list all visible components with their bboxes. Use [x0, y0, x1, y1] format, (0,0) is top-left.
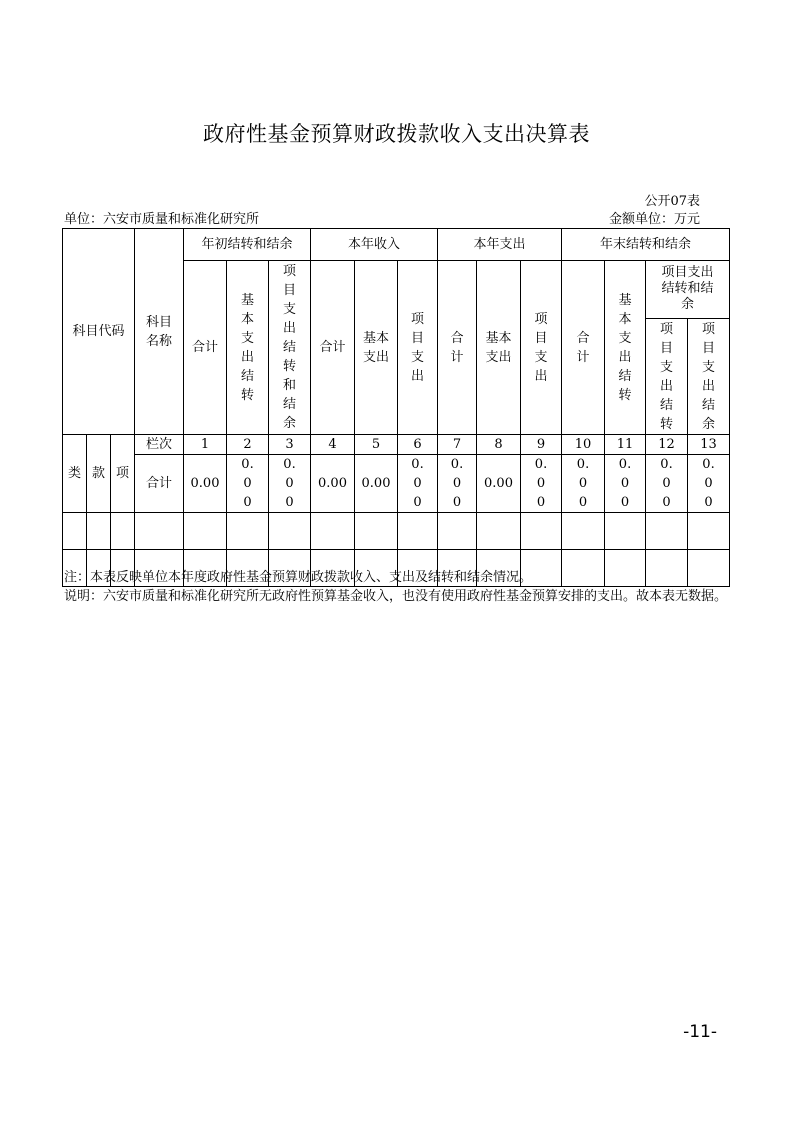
group-income-header: 本年收入: [311, 229, 438, 261]
total-value: 0.00: [227, 455, 269, 513]
column-index: 8: [477, 435, 521, 455]
begin-project-header: 项目支出结转和结余: [269, 261, 311, 435]
income-basic-header: 基本支出: [355, 261, 398, 435]
table-note: 注：本表反映单位本年度政府性基金预算财政拨款收入、支出及结转和结余情况。: [64, 570, 533, 585]
total-value: 0.00: [269, 455, 311, 513]
column-index: 6: [398, 435, 438, 455]
end-project-carry-header: 项目支出结转: [646, 319, 688, 435]
total-value: 0.00: [605, 455, 646, 513]
column-index: 1: [184, 435, 227, 455]
column-index: 4: [311, 435, 355, 455]
group-end-header: 年末结转和结余: [562, 229, 730, 261]
total-value: 0.00: [477, 455, 521, 513]
total-value: 0.00: [311, 455, 355, 513]
subject-code-header: 科目代码: [63, 229, 135, 435]
column-index: 2: [227, 435, 269, 455]
expense-total-header: 合计: [438, 261, 477, 435]
total-value: 0.00: [688, 455, 730, 513]
expense-basic-header: 基本支出: [477, 261, 521, 435]
total-value: 0.00: [438, 455, 477, 513]
end-total-header: 合计: [562, 261, 605, 435]
class-header: 类: [63, 435, 87, 513]
total-value: 0.00: [355, 455, 398, 513]
item-header: 项: [111, 435, 135, 513]
column-index: 7: [438, 435, 477, 455]
column-index-row: [63, 435, 730, 455]
section-header: 款: [87, 435, 111, 513]
fund-table: [62, 228, 730, 587]
column-index: 9: [521, 435, 562, 455]
column-index: 10: [562, 435, 605, 455]
form-number: 公开07表: [644, 194, 700, 209]
reporting-unit: 单位：六安市质量和标准化研究所: [64, 212, 260, 227]
end-project-balance-header: 项目支出结余: [688, 319, 730, 435]
page-title: 政府性基金预算财政拨款收入支出决算表: [203, 122, 590, 146]
column-index-label: 栏次: [135, 435, 184, 455]
income-total-header: 合计: [311, 261, 355, 435]
table-explanation: 说明：六安市质量和标准化研究所无政府性预算基金收入，也没有使用政府性基金预算安排的支出。故本表无数据。: [64, 589, 728, 604]
group-expense-header: 本年支出: [438, 229, 562, 261]
end-project-group-header: 项目支出结转和结余: [646, 261, 730, 319]
begin-total-header: 合计: [184, 261, 227, 435]
total-value: 0.00: [398, 455, 438, 513]
subject-name-header: 科目名称: [135, 229, 184, 435]
begin-basic-header: 基本支出结转: [227, 261, 269, 435]
column-index: 12: [646, 435, 688, 455]
total-label: 合计: [135, 455, 184, 513]
page-number: -11-: [683, 1022, 717, 1042]
amount-unit: 金额单位：万元: [608, 212, 700, 227]
total-row: [63, 455, 730, 513]
expense-project-header: 项目支出: [521, 261, 562, 435]
empty-row: [63, 513, 730, 550]
total-value: 0.00: [562, 455, 605, 513]
total-value: 0.00: [521, 455, 562, 513]
total-value: 0.00: [184, 455, 227, 513]
total-value: 0.00: [646, 455, 688, 513]
column-index: 13: [688, 435, 730, 455]
end-basic-header: 基本支出结转: [605, 261, 646, 435]
column-index: 11: [605, 435, 646, 455]
income-project-header: 项目支出: [398, 261, 438, 435]
column-index: 3: [269, 435, 311, 455]
group-begin-header: 年初结转和结余: [184, 229, 311, 261]
column-index: 5: [355, 435, 398, 455]
